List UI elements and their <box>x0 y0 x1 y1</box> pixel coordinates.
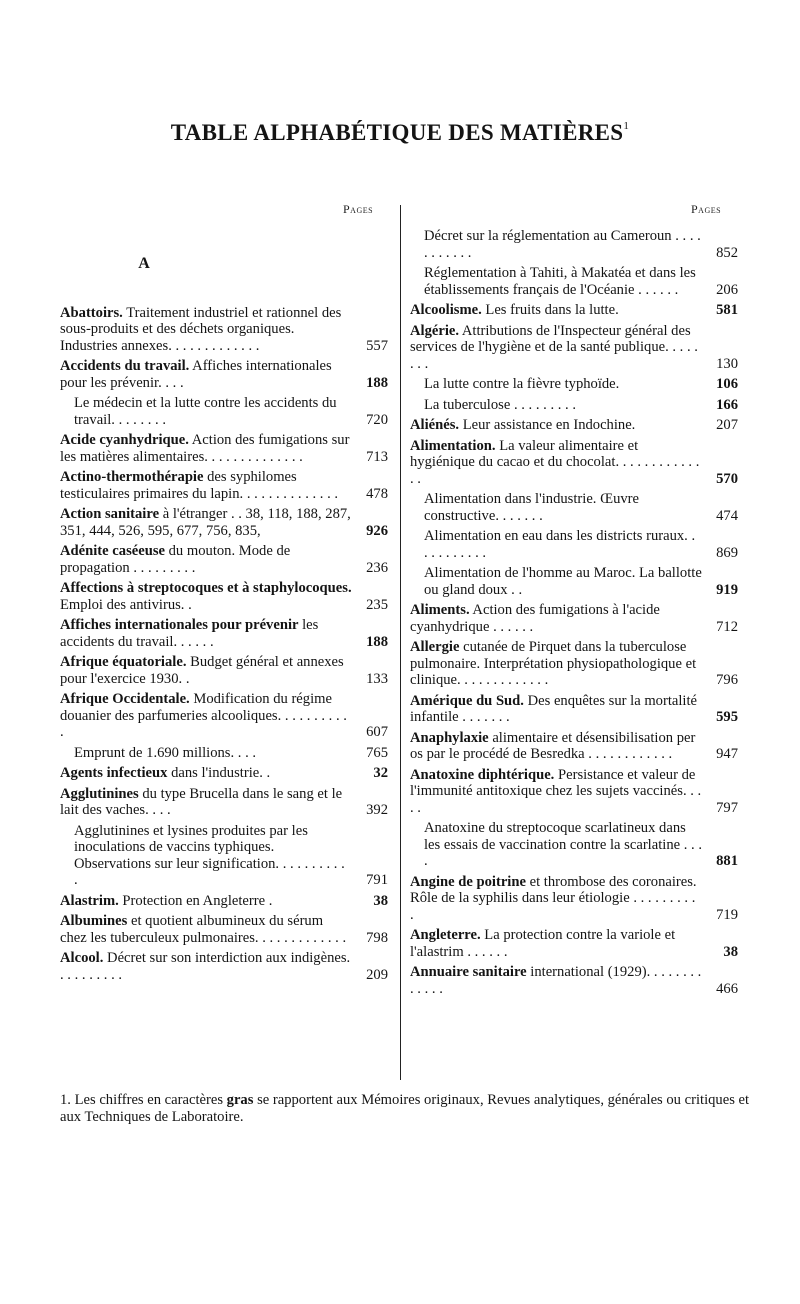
entry-page-number: 209 <box>366 966 388 983</box>
index-entry <box>410 820 738 870</box>
entry-term: Alcool. <box>60 950 104 966</box>
entry-text <box>410 397 706 414</box>
entry-description: La protection contre la variole et l'alastrim . . . . . . <box>410 927 676 960</box>
index-entry <box>60 913 388 946</box>
index-entry <box>410 323 738 373</box>
entry-description: Affiches internationales pour les prévenir. . . . <box>60 358 332 391</box>
entry-page-number: 466 <box>716 980 738 997</box>
entry-term: Angine de poitrine <box>410 873 526 890</box>
entry-text <box>60 358 356 391</box>
index-entry <box>410 927 738 960</box>
entry-page-number: 206 <box>716 281 738 298</box>
entry-description: Leur assistance en Indochine. <box>459 417 636 433</box>
entry-text <box>60 506 356 539</box>
entry-term: Afrique équatoriale. <box>60 654 187 670</box>
entry-page-number: 236 <box>366 559 388 576</box>
entry-text <box>410 565 706 598</box>
entry-text <box>410 417 706 434</box>
entry-term: Anatoxine diphtérique. <box>410 766 555 783</box>
entry-description: Modification du régime douanier des parfumeries alcooliques. . . . . . . . . . . <box>60 691 347 740</box>
entry-description: Les fruits dans la lutte. <box>481 302 619 318</box>
entry-text <box>60 395 356 428</box>
entry-description: Action des fumigations à l'acide cyanhydrique . . . . . . <box>410 602 660 635</box>
entry-text <box>60 469 356 502</box>
entry-text <box>410 927 706 960</box>
entry-description: du mouton. Mode de propagation . . . . . . . . . <box>60 543 291 576</box>
entry-page-number: 791 <box>366 872 388 888</box>
entry-text <box>60 823 356 889</box>
index-entry <box>410 265 738 298</box>
entry-term: Agglutinines <box>60 785 139 802</box>
entry-description: les accidents du travail. . . . . . <box>60 617 319 650</box>
entry-term: Actino-thermothérapie <box>60 469 204 485</box>
entry-text <box>60 691 356 741</box>
entry-text <box>410 602 706 635</box>
entry-text <box>410 302 706 319</box>
entry-description: La lutte contre la fièvre typhoïde. <box>424 376 620 392</box>
entry-page-number: 869 <box>716 544 738 561</box>
entry-text <box>60 432 356 465</box>
entry-description: Réglementation à Tahiti, à Makatéa et dans les établissements français de l'Océanie . . . . . . <box>424 265 696 298</box>
footnote-bold-word: gras <box>226 1092 254 1108</box>
index-entry <box>60 745 388 762</box>
index-entry <box>60 691 388 741</box>
index-entry <box>410 302 738 319</box>
entry-text <box>60 765 356 782</box>
index-entry <box>410 376 738 393</box>
index-entry <box>60 506 388 539</box>
index-entry <box>60 580 388 613</box>
entry-page-number: 607 <box>366 724 388 740</box>
footnote-suffix: se rapportent aux Mémoires originaux, Revues analytiques, générales ou critiques et aux Techniques de Laboratoire. <box>60 1092 750 1125</box>
entry-page-number: 919 <box>716 581 738 598</box>
entry-description: La valeur alimentaire et hygiénique du cacao et du chocolat. . . . . . . . . . . . . . <box>410 437 700 487</box>
entry-page-number: 595 <box>716 709 738 725</box>
entry-text <box>60 617 356 650</box>
entry-page-number: 235 <box>366 596 388 613</box>
entry-term: Affections à streptocoques et à staphylocoques. <box>60 580 352 596</box>
entry-description: et quotient albumineux du sérum chez les tuberculeux pulmonaires. . . . . . . . . . . . . <box>60 913 347 946</box>
index-entry <box>410 438 738 488</box>
index-entry <box>410 528 738 561</box>
entry-text <box>410 693 706 726</box>
entry-text <box>410 730 706 763</box>
index-entry <box>410 397 738 414</box>
entry-text <box>410 528 706 561</box>
entry-page-number: 720 <box>366 411 388 428</box>
column-header-left: Pages <box>343 202 374 216</box>
entry-page-number: 166 <box>716 396 738 413</box>
entry-description: alimentaire et désensibilisation per os par le procédé de Besredka . . . . . . . . . . . . <box>410 729 696 762</box>
entry-text <box>60 950 356 983</box>
entry-description: Protection en Angleterre . <box>118 892 273 909</box>
entry-page-number: 133 <box>366 670 388 687</box>
entry-text <box>60 745 356 762</box>
index-entry <box>60 950 388 983</box>
entry-description: Traitement industriel et rationnel des sous-produits et des déchets organiques. Industries annexes. . . . . . . . . . . . . <box>60 304 342 354</box>
entry-text <box>410 323 706 373</box>
entry-description: et thrombose des coronaires. Rôle de la syphilis dans leur étiologie . . . . . . . . . . <box>410 873 697 923</box>
entry-term: Agents infectieux <box>60 765 168 781</box>
entry-text <box>410 376 706 393</box>
index-column-right <box>410 228 738 1001</box>
entry-text <box>60 580 356 613</box>
entry-description: Action des fumigations sur les matières alimentaires. . . . . . . . . . . . . . <box>60 432 350 465</box>
section-letter: A <box>138 255 150 272</box>
entry-description: dans l'industrie. . <box>167 765 271 781</box>
entry-term: Accidents du travail. <box>60 358 190 374</box>
entry-page-number: 712 <box>716 618 738 635</box>
entry-text <box>60 305 356 355</box>
index-entry <box>60 893 388 910</box>
entry-term: Afrique Occidentale. <box>60 691 190 707</box>
index-entry <box>410 730 738 763</box>
entry-description: international (1929). . . . . . . . . . . . . <box>410 964 702 997</box>
entry-description: Des enquêtes sur la mortalité infantile . . . . . . . <box>410 692 697 725</box>
index-entry <box>410 491 738 524</box>
entry-page-number: 130 <box>716 355 738 372</box>
entry-page-number: 207 <box>716 417 738 433</box>
column-header-right: Pages <box>691 202 722 216</box>
index-entry <box>410 693 738 726</box>
column-divider <box>400 205 401 1080</box>
entry-description: Attributions de l'Inspecteur général des services de l'hygiène et de la santé publique. . . . . . . . <box>410 322 698 372</box>
entry-page-number: 474 <box>716 507 738 524</box>
entry-description: des syphilomes testiculaires primaires du lapin. . . . . . . . . . . . . . <box>60 469 339 502</box>
entry-page-number: 581 <box>716 302 738 318</box>
entry-text <box>60 913 356 946</box>
entry-page-number: 478 <box>366 485 388 502</box>
entry-description: Alimentation dans l'industrie. Œuvre constructive. . . . . . . <box>424 491 640 524</box>
index-entry <box>60 786 388 819</box>
entry-description: Emprunt de 1.690 millions. . . . <box>74 744 257 761</box>
entry-description: cutanée de Pirquet dans la tuberculose pulmonaire. Interprétation physiopathologique et clinique. . . . . . . . . . . . . <box>410 639 697 688</box>
entry-page-number: 32 <box>373 765 388 781</box>
index-entry <box>60 823 388 889</box>
entry-term: Adénite caséeuse <box>60 543 165 559</box>
entry-text <box>410 820 706 870</box>
entry-text <box>410 438 706 488</box>
entry-term: Action sanitaire <box>60 506 160 522</box>
index-entry <box>60 395 388 428</box>
entry-description: Décret sur son interdiction aux indigènes. . . . . . . . . . <box>60 950 351 983</box>
entry-page-number: 106 <box>716 376 738 392</box>
entry-term: Alastrim. <box>60 892 119 909</box>
index-entry <box>60 617 388 650</box>
entry-page-number: 765 <box>366 744 388 761</box>
entry-page-number: 798 <box>366 929 388 946</box>
entry-page-number: 570 <box>716 470 738 487</box>
index-column-left <box>60 232 388 987</box>
entry-term: Alcoolisme. <box>410 302 482 318</box>
entry-term: Abattoirs. <box>60 304 123 321</box>
entry-text <box>60 543 356 576</box>
title-footnote-marker: 1 <box>623 120 630 132</box>
entry-term: Allergie <box>410 639 460 655</box>
entry-page-number: 188 <box>366 633 388 650</box>
entry-page-number: 38 <box>723 943 738 960</box>
entry-text <box>410 491 706 524</box>
entry-page-number: 719 <box>716 906 738 923</box>
entry-term: Aliments. <box>410 602 470 618</box>
index-entry <box>60 543 388 576</box>
entry-page-number: 947 <box>716 746 738 762</box>
entry-term: Affiches internationales pour prévenir <box>60 617 299 633</box>
index-entry <box>410 228 738 261</box>
entry-text <box>60 654 356 687</box>
footnote-prefix: 1. Les chiffres en caractères <box>60 1092 227 1108</box>
index-entry <box>410 639 738 689</box>
page-title-text: TABLE ALPHABÉTIQUE DES MATIÈRES <box>170 120 624 145</box>
entry-page-number: 926 <box>366 522 388 539</box>
entry-text <box>410 874 706 924</box>
entry-page-number: 38 <box>373 892 388 909</box>
entry-description: Décret sur la réglementation au Cameroun . . . . . . . . . . . <box>424 228 701 261</box>
index-entry <box>60 469 388 502</box>
entry-text <box>60 786 356 819</box>
footnote <box>60 1092 750 1126</box>
entry-description: Budget général et annexes pour l'exercice 1930. . <box>60 654 344 687</box>
entry-description: La tuberculose . . . . . . . . . <box>424 396 576 413</box>
entry-page-number: 392 <box>366 802 388 818</box>
entry-text <box>410 265 706 298</box>
index-entry <box>60 358 388 391</box>
page-title <box>0 120 800 146</box>
entry-description: Le médecin et la lutte contre les accidents du travail. . . . . . . . <box>74 395 337 428</box>
entry-page-number: 188 <box>366 374 388 391</box>
entry-term: Anaphylaxie <box>410 729 489 746</box>
entry-page-number: 796 <box>716 672 738 688</box>
entry-term: Albumines <box>60 913 128 929</box>
entry-page-number: 713 <box>366 448 388 465</box>
entry-text <box>60 893 356 910</box>
entry-term: Alimentation. <box>410 437 496 454</box>
entry-description: Persistance et valeur de l'immunité antitoxique chez les sujets vaccinés. . . . . <box>410 766 702 816</box>
entry-text <box>410 639 706 689</box>
entry-description: Anatoxine du streptocoque scarlatineux dans les essais de vaccination contre la scarlatine . . . . <box>424 820 702 869</box>
entry-page-number: 557 <box>366 337 388 354</box>
index-entry <box>60 432 388 465</box>
entry-term: Angleterre. <box>410 927 481 943</box>
entry-term: Acide cyanhydrique. <box>60 432 189 448</box>
entry-description: Agglutinines et lysines produites par les inoculations de vaccins typhiques. Observations sur leur signification. . . . . . . . . . . <box>74 822 345 888</box>
index-entry <box>410 767 738 817</box>
entry-text <box>410 228 706 261</box>
entry-term: Annuaire sanitaire <box>410 964 527 980</box>
entry-description: du type Brucella dans le sang et le lait des vaches. . . . <box>60 785 343 818</box>
entry-description: Emploi des antivirus. . <box>60 596 192 613</box>
entry-page-number: 797 <box>716 799 738 816</box>
index-entry <box>410 602 738 635</box>
index-entry <box>410 874 738 924</box>
index-entry <box>60 305 388 355</box>
entry-page-number: 852 <box>716 244 738 261</box>
entry-description: à l'étranger . . 38, 118, 188, 287, 351, 444, 526, 595, 677, 756, 835, <box>60 506 351 539</box>
index-entry <box>410 565 738 598</box>
index-entry <box>410 417 738 434</box>
entry-term: Algérie. <box>410 322 460 339</box>
entry-text <box>410 964 706 997</box>
entry-term: Amérique du Sud. <box>410 692 524 709</box>
entry-term: Aliénés. <box>410 417 460 433</box>
entry-description: Alimentation en eau dans les districts ruraux. . . . . . . . . . . <box>424 528 696 561</box>
index-entry <box>60 654 388 687</box>
entry-description: Alimentation de l'homme au Maroc. La ballotte ou gland doux . . <box>424 565 702 598</box>
entry-text <box>410 767 706 817</box>
index-entry <box>60 765 388 782</box>
entry-page-number: 881 <box>716 853 738 869</box>
index-entry <box>410 964 738 997</box>
